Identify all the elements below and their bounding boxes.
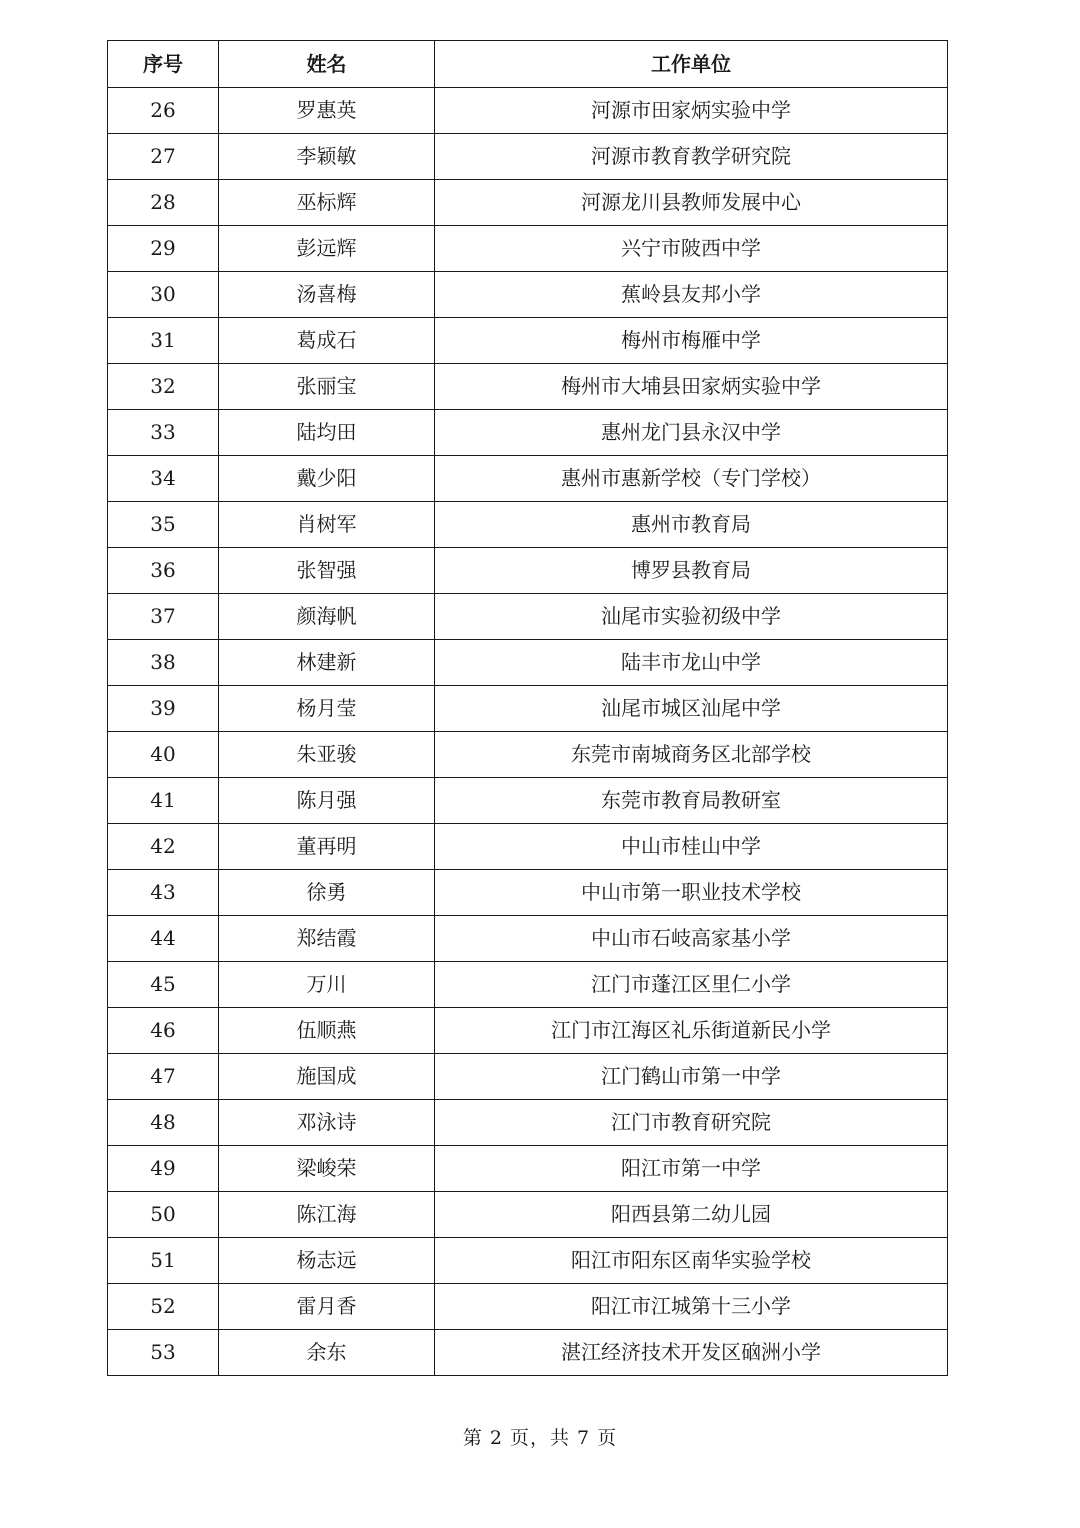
table-row bbox=[108, 824, 948, 870]
table-row bbox=[108, 1192, 948, 1238]
cell-name: 郑结霞 bbox=[219, 916, 435, 962]
cell-serial-number: 30 bbox=[108, 272, 219, 318]
table-row bbox=[108, 318, 948, 364]
cell-work-unit: 河源市教育教学研究院 bbox=[435, 134, 948, 180]
cell-work-unit: 梅州市大埔县田家炳实验中学 bbox=[435, 364, 948, 410]
cell-work-unit: 惠州龙门县永汉中学 bbox=[435, 410, 948, 456]
page-footer: 第 2 页，共 7 页 bbox=[462, 1427, 618, 1449]
cell-name: 葛成石 bbox=[219, 318, 435, 364]
cell-work-unit: 惠州市教育局 bbox=[435, 502, 948, 548]
cell-name: 汤喜梅 bbox=[219, 272, 435, 318]
cell-work-unit: 兴宁市陂西中学 bbox=[435, 226, 948, 272]
table-row bbox=[108, 870, 948, 916]
cell-serial-number: 51 bbox=[108, 1238, 219, 1284]
cell-name: 张智强 bbox=[219, 548, 435, 594]
cell-work-unit: 梅州市梅雁中学 bbox=[435, 318, 948, 364]
cell-serial-number: 37 bbox=[108, 594, 219, 640]
cell-serial-number: 33 bbox=[108, 410, 219, 456]
table-row bbox=[108, 778, 948, 824]
cell-serial-number: 50 bbox=[108, 1192, 219, 1238]
cell-work-unit: 河源龙川县教师发展中心 bbox=[435, 180, 948, 226]
table-row bbox=[108, 686, 948, 732]
cell-work-unit: 江门鹤山市第一中学 bbox=[435, 1054, 948, 1100]
table-row bbox=[108, 732, 948, 778]
cell-work-unit: 中山市桂山中学 bbox=[435, 824, 948, 870]
table-row bbox=[108, 1054, 948, 1100]
table-row bbox=[108, 410, 948, 456]
cell-work-unit: 中山市第一职业技术学校 bbox=[435, 870, 948, 916]
cell-work-unit: 阳江市阳东区南华实验学校 bbox=[435, 1238, 948, 1284]
cell-serial-number: 42 bbox=[108, 824, 219, 870]
cell-work-unit: 蕉岭县友邦小学 bbox=[435, 272, 948, 318]
cell-name: 伍顺燕 bbox=[219, 1008, 435, 1054]
cell-name: 罗惠英 bbox=[219, 88, 435, 134]
cell-name: 杨月莹 bbox=[219, 686, 435, 732]
cell-serial-number: 40 bbox=[108, 732, 219, 778]
table-row bbox=[108, 456, 948, 502]
table-row bbox=[108, 1146, 948, 1192]
cell-name: 陈江海 bbox=[219, 1192, 435, 1238]
cell-serial-number: 38 bbox=[108, 640, 219, 686]
table-row bbox=[108, 1284, 948, 1330]
cell-work-unit: 江门市蓬江区里仁小学 bbox=[435, 962, 948, 1008]
cell-serial-number: 27 bbox=[108, 134, 219, 180]
table-row bbox=[108, 1238, 948, 1284]
cell-name: 万川 bbox=[219, 962, 435, 1008]
table-row bbox=[108, 180, 948, 226]
cell-name: 陆均田 bbox=[219, 410, 435, 456]
cell-name: 巫标辉 bbox=[219, 180, 435, 226]
cell-serial-number: 36 bbox=[108, 548, 219, 594]
table-row bbox=[108, 226, 948, 272]
table-row bbox=[108, 962, 948, 1008]
cell-work-unit: 河源市田家炳实验中学 bbox=[435, 88, 948, 134]
cell-name: 梁峻荣 bbox=[219, 1146, 435, 1192]
cell-name: 施国成 bbox=[219, 1054, 435, 1100]
cell-work-unit: 汕尾市城区汕尾中学 bbox=[435, 686, 948, 732]
table-row bbox=[108, 1330, 948, 1376]
cell-name: 余东 bbox=[219, 1330, 435, 1376]
cell-name: 陈月强 bbox=[219, 778, 435, 824]
cell-work-unit: 阳江市江城第十三小学 bbox=[435, 1284, 948, 1330]
cell-name: 董再明 bbox=[219, 824, 435, 870]
cell-serial-number: 34 bbox=[108, 456, 219, 502]
cell-work-unit: 阳江市第一中学 bbox=[435, 1146, 948, 1192]
table-row bbox=[108, 88, 948, 134]
cell-name: 戴少阳 bbox=[219, 456, 435, 502]
cell-serial-number: 45 bbox=[108, 962, 219, 1008]
cell-work-unit: 博罗县教育局 bbox=[435, 548, 948, 594]
cell-work-unit: 湛江经济技术开发区硇洲小学 bbox=[435, 1330, 948, 1376]
table-header-row bbox=[108, 41, 948, 88]
cell-serial-number: 53 bbox=[108, 1330, 219, 1376]
cell-serial-number: 41 bbox=[108, 778, 219, 824]
cell-work-unit: 汕尾市实验初级中学 bbox=[435, 594, 948, 640]
cell-work-unit: 中山市石岐高家基小学 bbox=[435, 916, 948, 962]
cell-name: 林建新 bbox=[219, 640, 435, 686]
cell-serial-number: 35 bbox=[108, 502, 219, 548]
cell-serial-number: 28 bbox=[108, 180, 219, 226]
cell-name: 朱亚骏 bbox=[219, 732, 435, 778]
cell-work-unit: 陆丰市龙山中学 bbox=[435, 640, 948, 686]
table-body bbox=[108, 88, 948, 1376]
table-row bbox=[108, 594, 948, 640]
cell-name: 邓泳诗 bbox=[219, 1100, 435, 1146]
table-row bbox=[108, 548, 948, 594]
cell-name: 颜海帆 bbox=[219, 594, 435, 640]
cell-serial-number: 39 bbox=[108, 686, 219, 732]
cell-name: 徐勇 bbox=[219, 870, 435, 916]
table-row bbox=[108, 640, 948, 686]
cell-serial-number: 26 bbox=[108, 88, 219, 134]
cell-serial-number: 44 bbox=[108, 916, 219, 962]
cell-work-unit: 阳西县第二幼儿园 bbox=[435, 1192, 948, 1238]
table-row bbox=[108, 1100, 948, 1146]
cell-serial-number: 29 bbox=[108, 226, 219, 272]
cell-work-unit: 江门市江海区礼乐街道新民小学 bbox=[435, 1008, 948, 1054]
cell-work-unit: 东莞市南城商务区北部学校 bbox=[435, 732, 948, 778]
cell-work-unit: 江门市教育研究院 bbox=[435, 1100, 948, 1146]
table-row bbox=[108, 364, 948, 410]
cell-serial-number: 43 bbox=[108, 870, 219, 916]
cell-name: 张丽宝 bbox=[219, 364, 435, 410]
table-row bbox=[108, 272, 948, 318]
cell-serial-number: 48 bbox=[108, 1100, 219, 1146]
header-work-unit: 工作单位 bbox=[435, 41, 948, 88]
table-row bbox=[108, 134, 948, 180]
cell-name: 肖树军 bbox=[219, 502, 435, 548]
cell-name: 彭远辉 bbox=[219, 226, 435, 272]
cell-serial-number: 32 bbox=[108, 364, 219, 410]
cell-work-unit: 惠州市惠新学校（专门学校） bbox=[435, 456, 948, 502]
cell-serial-number: 52 bbox=[108, 1284, 219, 1330]
roster-table bbox=[107, 40, 948, 1376]
cell-serial-number: 46 bbox=[108, 1008, 219, 1054]
header-name: 姓名 bbox=[219, 41, 435, 88]
header-serial-number: 序号 bbox=[108, 41, 219, 88]
table-row bbox=[108, 916, 948, 962]
cell-name: 雷月香 bbox=[219, 1284, 435, 1330]
cell-name: 李颖敏 bbox=[219, 134, 435, 180]
table-row bbox=[108, 1008, 948, 1054]
cell-serial-number: 49 bbox=[108, 1146, 219, 1192]
cell-serial-number: 31 bbox=[108, 318, 219, 364]
cell-name: 杨志远 bbox=[219, 1238, 435, 1284]
cell-work-unit: 东莞市教育局教研室 bbox=[435, 778, 948, 824]
cell-serial-number: 47 bbox=[108, 1054, 219, 1100]
table-row bbox=[108, 502, 948, 548]
